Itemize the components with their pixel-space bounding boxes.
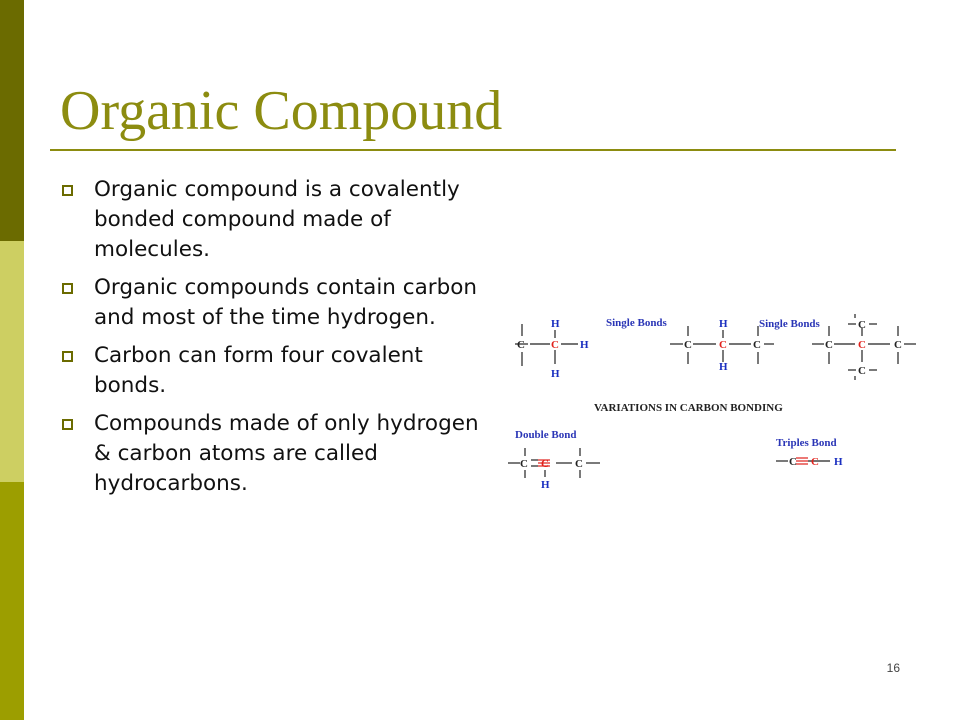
- bullet-text: Carbon can form four covalent bonds.: [94, 343, 423, 398]
- carbon-atom: C: [517, 339, 525, 351]
- carbon-atom: C: [520, 458, 528, 470]
- bullet-square-icon: [62, 351, 73, 362]
- hydrogen-atom: H: [580, 339, 589, 351]
- sidebar-band-light: [0, 241, 24, 482]
- bullet-square-icon: [62, 419, 73, 430]
- bullet-item: [60, 409, 480, 499]
- sidebar-accent: [0, 0, 24, 720]
- carbon-atom: C: [858, 365, 866, 377]
- carbon-atom: C: [753, 339, 761, 351]
- figure-heading: VARIATIONS IN CARBON BONDING: [594, 402, 783, 414]
- sidebar-band-mid: [0, 482, 24, 720]
- bullet-item: [60, 341, 480, 401]
- carbon-atom: C: [894, 339, 902, 351]
- double-bond-label: Double Bond: [515, 429, 577, 441]
- carbon-atom: C: [789, 456, 797, 468]
- carbon-atom: C: [551, 339, 559, 351]
- bullet-text: Organic compound is a covalently bonded compound made of molecules.: [94, 177, 460, 262]
- sidebar-band-dark: [0, 0, 24, 241]
- carbon-atom: C: [811, 456, 819, 468]
- carbon-atom: C: [575, 458, 583, 470]
- slide-title: Organic Compound: [60, 80, 503, 142]
- hydrogen-atom: H: [551, 318, 560, 330]
- triple-bond-label: Triples Bond: [776, 437, 837, 449]
- page-number: 16: [886, 661, 900, 675]
- hydrogen-atom: H: [719, 318, 728, 330]
- single-bonds-label-2: Single Bonds: [759, 318, 820, 330]
- carbon-atom: C: [719, 339, 727, 351]
- carbon-atom: C: [541, 458, 549, 470]
- title-underline: [50, 149, 896, 151]
- hydrogen-atom: H: [541, 479, 550, 491]
- hydrogen-atom: H: [834, 456, 843, 468]
- hydrogen-atom: H: [719, 361, 728, 373]
- bullet-text: Compounds made of only hydrogen & carbon atoms are called hydrocarbons.: [94, 411, 479, 496]
- carbon-bonding-figure: [500, 305, 950, 505]
- carbon-atom: C: [684, 339, 692, 351]
- bullet-square-icon: [62, 185, 73, 196]
- bullet-text: Organic compounds contain carbon and most of the time hydrogen.: [94, 275, 478, 330]
- hydrogen-atom: H: [551, 368, 560, 380]
- bullet-item: [60, 175, 480, 265]
- single-bonds-label-1: Single Bonds: [606, 317, 667, 329]
- bullet-item: [60, 273, 480, 333]
- bullet-square-icon: [62, 283, 73, 294]
- carbon-atom: C: [858, 319, 866, 331]
- carbon-atom: C: [825, 339, 833, 351]
- carbon-atom: C: [858, 339, 866, 351]
- bullet-list: [60, 175, 480, 507]
